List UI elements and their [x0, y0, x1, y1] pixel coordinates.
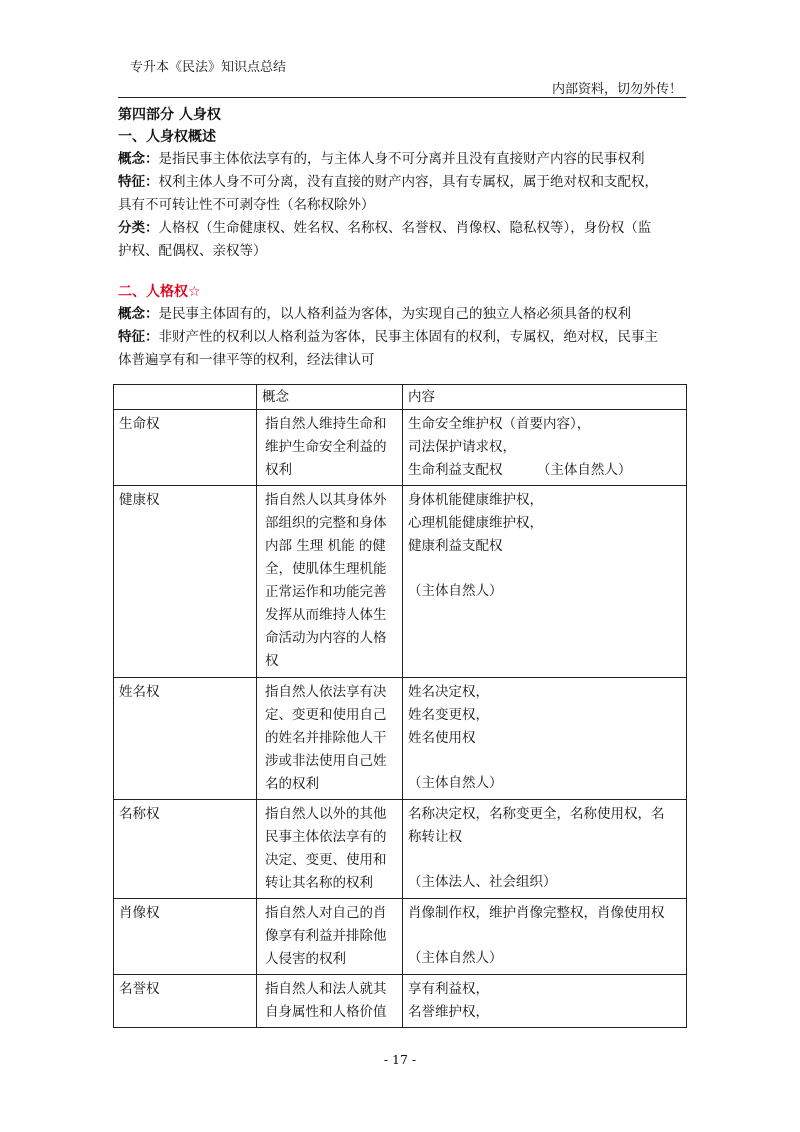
row-content-item: 生命利益支配权 （主体自然人） — [408, 462, 632, 478]
row-content-item: 称转让权 — [408, 829, 462, 845]
row-content-item: 生命安全维护权（首要内容）， — [408, 416, 591, 432]
personality-rights-table — [113, 384, 687, 1028]
section2-feature-text-1: 非财产性的权利以人格利益为客体，民事主体固有的权利，专属权，绝对权，民事主 — [158, 329, 658, 345]
table-row — [114, 975, 687, 1028]
row-right-name: 名称权 — [114, 800, 257, 899]
section1-class-text-1: 人格权（生命健康权、姓名权、名称权、名誉权、肖像权、隐私权等），身份权（监 — [158, 220, 652, 236]
section1-title: 一、人身权概述 — [118, 129, 216, 145]
table-header-concept: 概念 — [257, 385, 403, 410]
row-right-name: 名誉权 — [114, 975, 257, 1028]
row-content — [403, 899, 687, 975]
row-content-item: 享有利益权， — [408, 981, 489, 997]
row-content-item: 司法保护请求权， — [408, 439, 516, 455]
row-content-item: 名誉维护权， — [408, 1004, 489, 1020]
row-content-item: 姓名使用权 — [408, 730, 476, 746]
section2-feature-cont: 体普遍享有和一律平等的权利，经法律认可 — [118, 352, 375, 368]
row-concept: 指自然人和法人就其自身属性和人格价值 — [257, 975, 403, 1028]
row-content-item: 肖像制作权，维护肖像完整权，肖像使用权 — [408, 905, 665, 921]
row-content-item: 身体机能健康维护权， — [408, 492, 543, 508]
page-number: - 17 - — [383, 1052, 417, 1067]
table-row — [114, 899, 687, 975]
row-content-item: 姓名变更权， — [408, 707, 489, 723]
header-divider — [118, 97, 686, 98]
row-content — [403, 486, 687, 678]
table-row — [114, 410, 687, 486]
section1-feature-text-1: 权利主体人身不可分离，没有直接的财产内容，具有专属权，属于绝对权和支配权， — [158, 174, 658, 190]
section1-concept-text: 是指民事主体依法享有的，与主体人身不可分离并且没有直接财产内容的民事权利 — [158, 151, 645, 167]
row-right-name: 生命权 — [114, 410, 257, 486]
section2-title: 二、人格权☆ — [118, 284, 201, 300]
section2-concept — [118, 303, 688, 326]
header-document-title: 专升本《民法》知识点总结 — [130, 60, 287, 75]
table-header-cell — [114, 385, 257, 410]
row-subject-note: （主体自然人） — [408, 775, 503, 791]
page-content — [118, 104, 688, 372]
section1-classification-cont: 护权、配偶权、亲权等） — [118, 243, 267, 259]
row-concept: 指自然人依法享有决定、变更和使用自己的姓名并排除他人干涉或非法使用自己姓名的权利 — [257, 678, 403, 800]
section1-feature — [118, 171, 688, 194]
row-right-name: 姓名权 — [114, 678, 257, 800]
table-row — [114, 486, 687, 678]
row-right-name: 健康权 — [114, 486, 257, 678]
row-content-item: 心理机能健康维护权， — [408, 515, 543, 531]
row-content — [403, 975, 687, 1028]
row-concept: 指自然人以外的其他民事主体依法享有的决定、变更、使用和转让其名称的权利 — [257, 800, 403, 899]
row-concept: 指自然人对自己的肖像享有利益并排除他人侵害的权利 — [257, 899, 403, 975]
section1-classification — [118, 217, 688, 240]
row-content — [403, 678, 687, 800]
row-subject-note: （主体自然人） — [408, 583, 503, 599]
row-subject-note: （主体法人、社会组织） — [408, 874, 557, 890]
section2-concept-text: 是民事主体固有的，以人格利益为客体，为实现自己的独立人格必须具备的权利 — [158, 306, 631, 322]
section1-class-label: 分类： — [118, 220, 159, 236]
header-confidential-note: 内部资料，切勿外传！ — [551, 82, 682, 97]
row-content — [403, 800, 687, 899]
section1-concept-label: 概念： — [118, 151, 159, 167]
row-concept: 指自然人以其身体外部组织的完整和身体内部 生理 机能 的健全，使肌体生理机能正常运作和功能完善发挥从而维持人体生命活动为内容的人格权 — [257, 486, 403, 678]
section1-feature-label: 特征： — [118, 174, 159, 190]
row-content — [403, 410, 687, 486]
row-content-item: 姓名决定权， — [408, 684, 489, 700]
table-row — [114, 678, 687, 800]
row-content-item: 健康利益支配权 — [408, 538, 503, 554]
row-subject-note: （主体自然人） — [408, 950, 503, 966]
section2-feature-label: 特征： — [118, 329, 159, 345]
row-concept: 指自然人维持生命和维护生命安全利益的权利 — [257, 410, 403, 486]
section1-concept — [118, 148, 688, 171]
row-right-name: 肖像权 — [114, 899, 257, 975]
row-content-item: 名称决定权，名称变更全，名称使用权，名 — [408, 806, 665, 822]
table-header-content: 内容 — [403, 385, 687, 410]
section2-concept-label: 概念： — [118, 306, 159, 322]
table-header-row — [114, 385, 687, 410]
part-title: 第四部分 人身权 — [118, 107, 221, 123]
section2-feature — [118, 326, 688, 349]
table-row — [114, 800, 687, 899]
section1-feature-cont: 具有不可转让性不可剥夺性（名称权除外） — [118, 197, 375, 213]
